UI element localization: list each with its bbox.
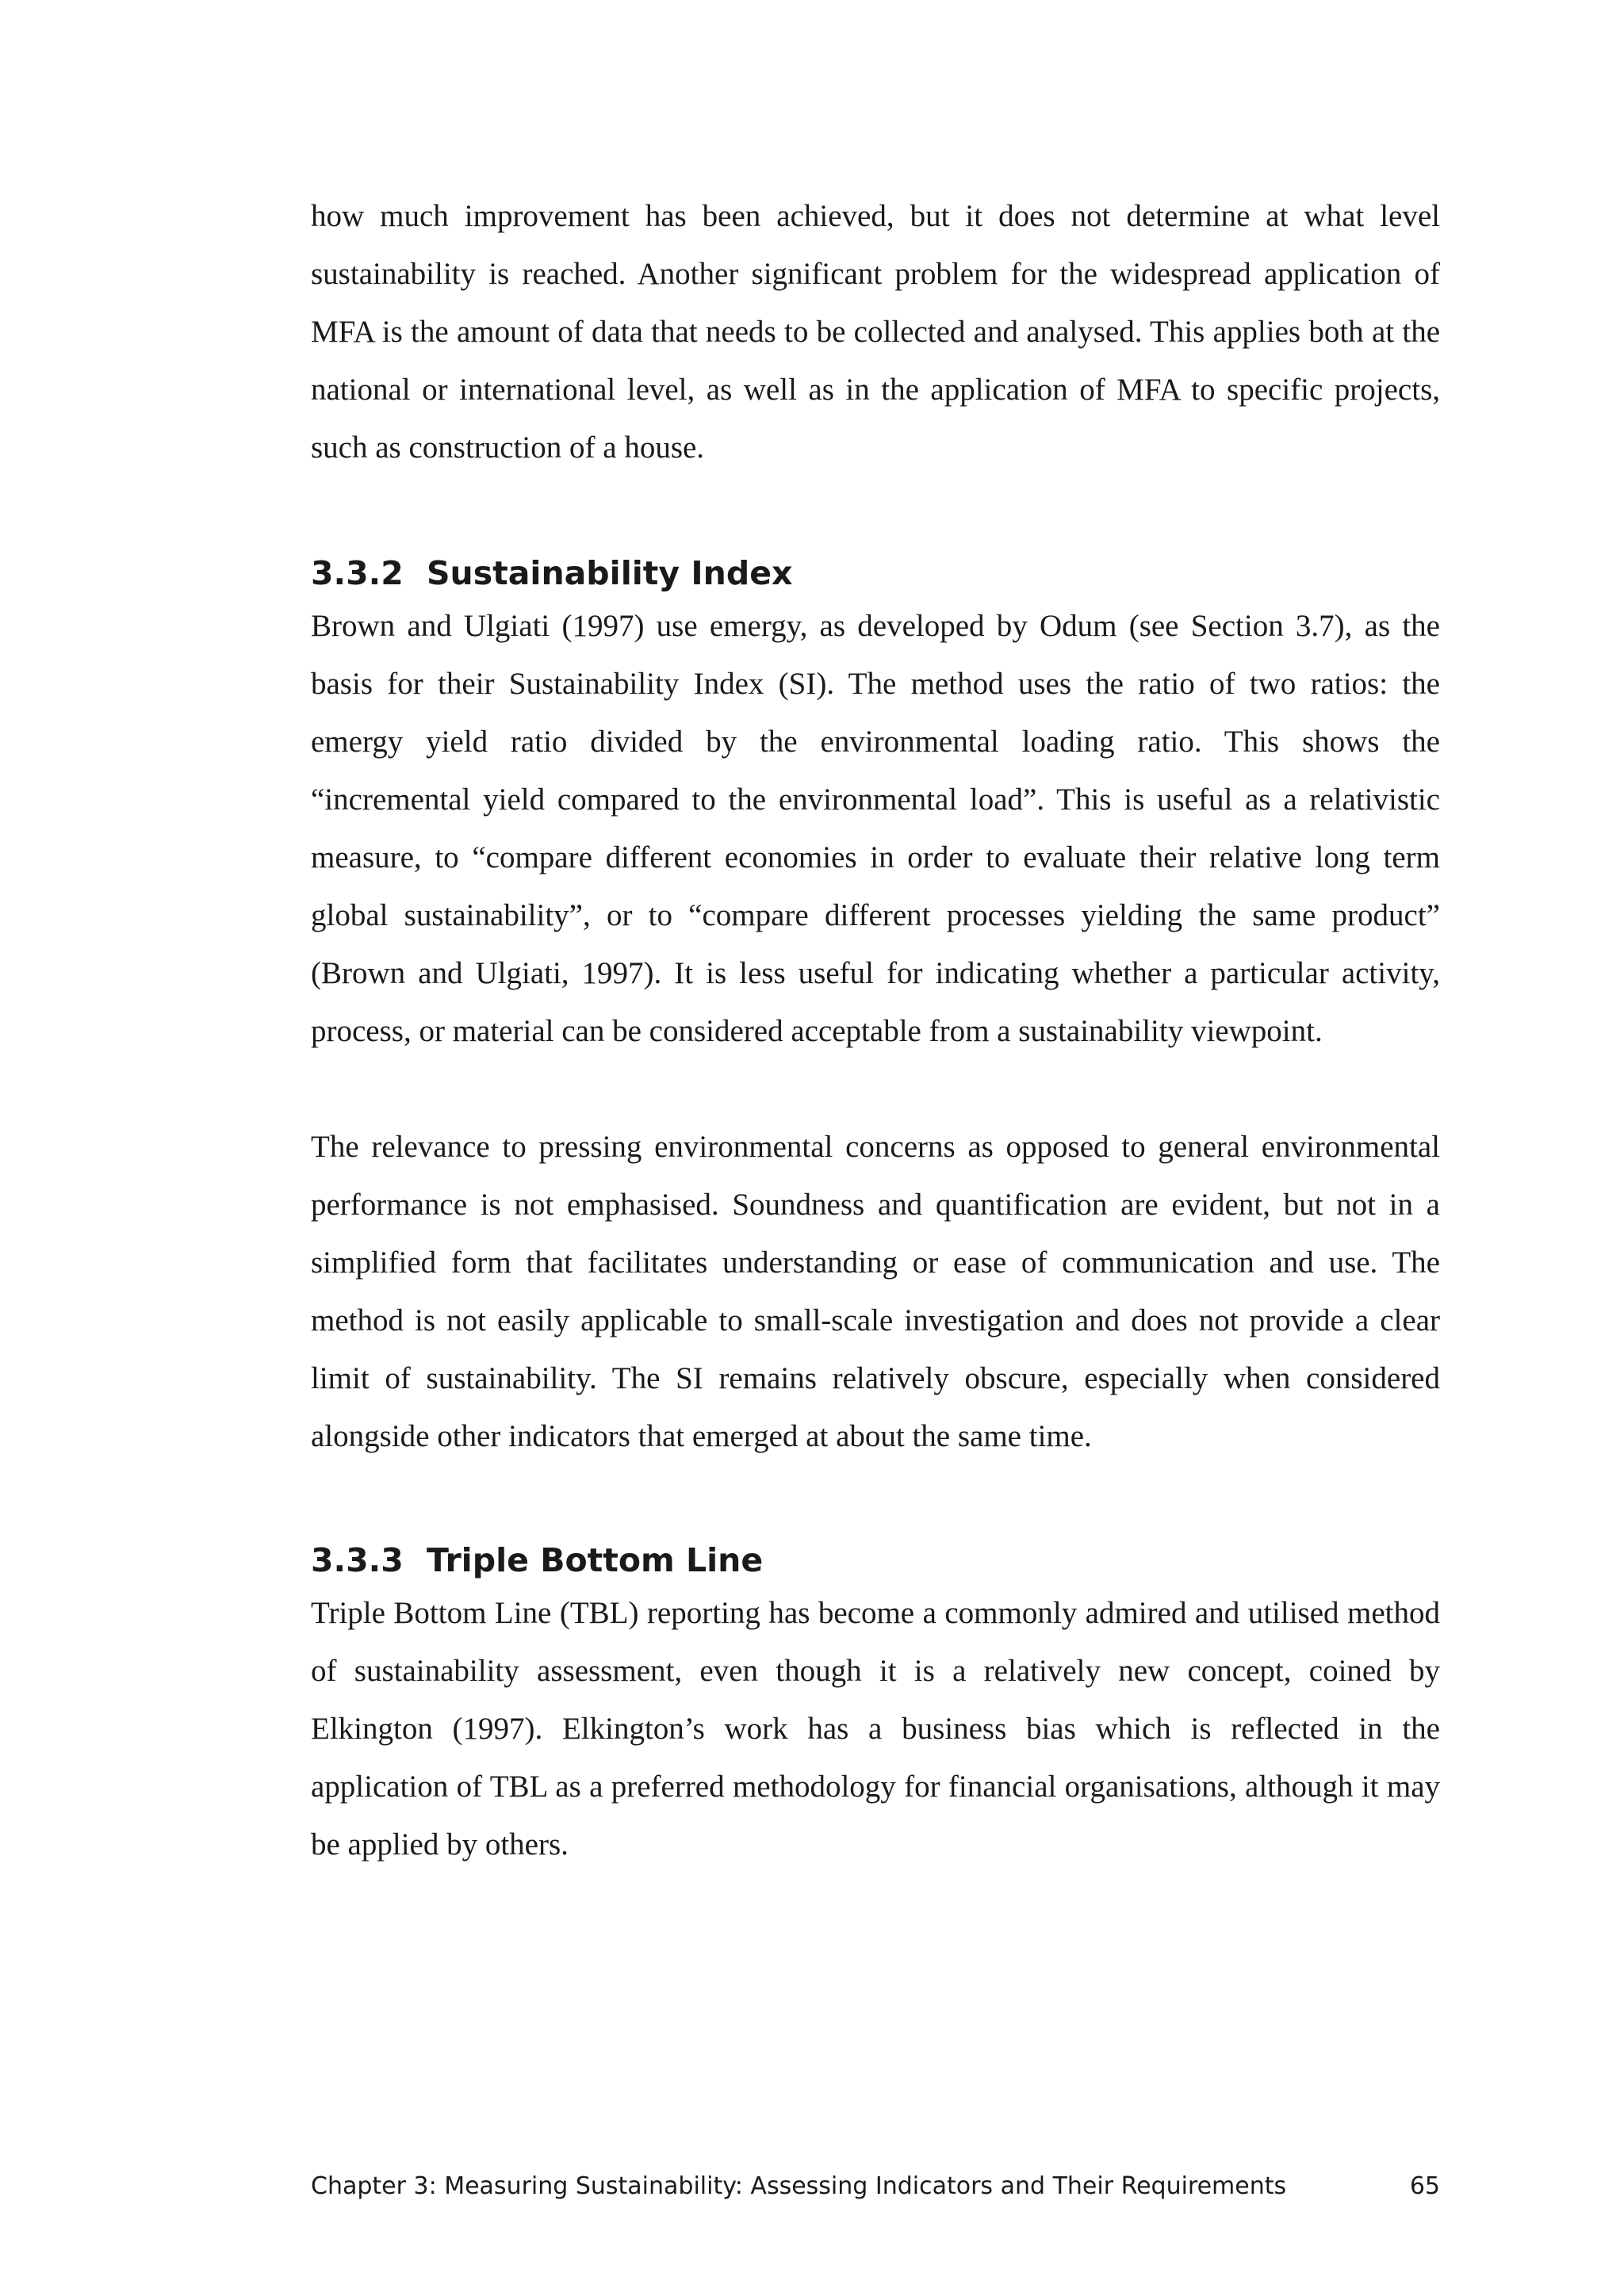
section-title: Triple Bottom Line	[427, 1541, 764, 1579]
section-title: Sustainability Index	[427, 554, 793, 592]
section-number: 3.3.3	[311, 1541, 404, 1579]
footer-page-number: 65	[1409, 2172, 1440, 2200]
section-number: 3.3.2	[311, 554, 404, 592]
page-body	[311, 187, 1440, 1873]
page-footer	[311, 2171, 1440, 2202]
footer-chapter-title: Chapter 3: Measuring Sustainability: Assessing Indicators and Their Requirements	[311, 2172, 1287, 2200]
section-heading-sustainability-index	[311, 549, 1440, 597]
section-heading-triple-bottom-line	[311, 1536, 1440, 1584]
paragraph-si-evaluation: The relevance to pressing environmental concerns as opposed to general environmental performance is not emphasised. Soundness and quantification are evident, but not in a simplified form that facilitates understanding or ease of communication and use. The method is not easily applicable to small-scale investigation and does not provide a clear limit of sustainability. The SI remains relatively obscure, especially when considered alongside other indicators that emerged at about the same time.	[311, 1130, 1440, 1453]
paragraph-mfa-continued: how much improvement has been achieved, but it does not determine at what level sustainability is reached. Another significant problem for the widespread application of MFA is the amount of data that needs to be collected and analysed. This applies both at the national or international level, as well as in the application of MFA to specific projects, such as construction of a house.	[311, 199, 1440, 465]
paragraph-triple-bottom-line: Triple Bottom Line (TBL) reporting has become a commonly admired and utilised method of sustainability assessment, even though it is a relatively new concept, coined by Elkington (1997). Elkington’s work has a business bias which is reflected in the application of TBL as a preferred methodology for financial organisations, although it may be applied by others.	[311, 1596, 1440, 1862]
paragraph-sustainability-index: Brown and Ulgiati (1997) use emergy, as developed by Odum (see Section 3.7), as the basis for their Sustainability Index (SI). The method uses the ratio of two ratios: the emergy yield ratio divided by the environmental loading ratio. This shows the “incremental yield compared to the environmental load”. This is useful as a relativistic measure, to “compare different economies in order to evaluate their relative long term global sustainability”, or to “compare different processes yielding the same product” (Brown and Ulgiati, 1997). It is less useful for indicating whether a particular activity, process, or material can be considered acceptable from a sustainability viewpoint.	[311, 609, 1440, 1048]
